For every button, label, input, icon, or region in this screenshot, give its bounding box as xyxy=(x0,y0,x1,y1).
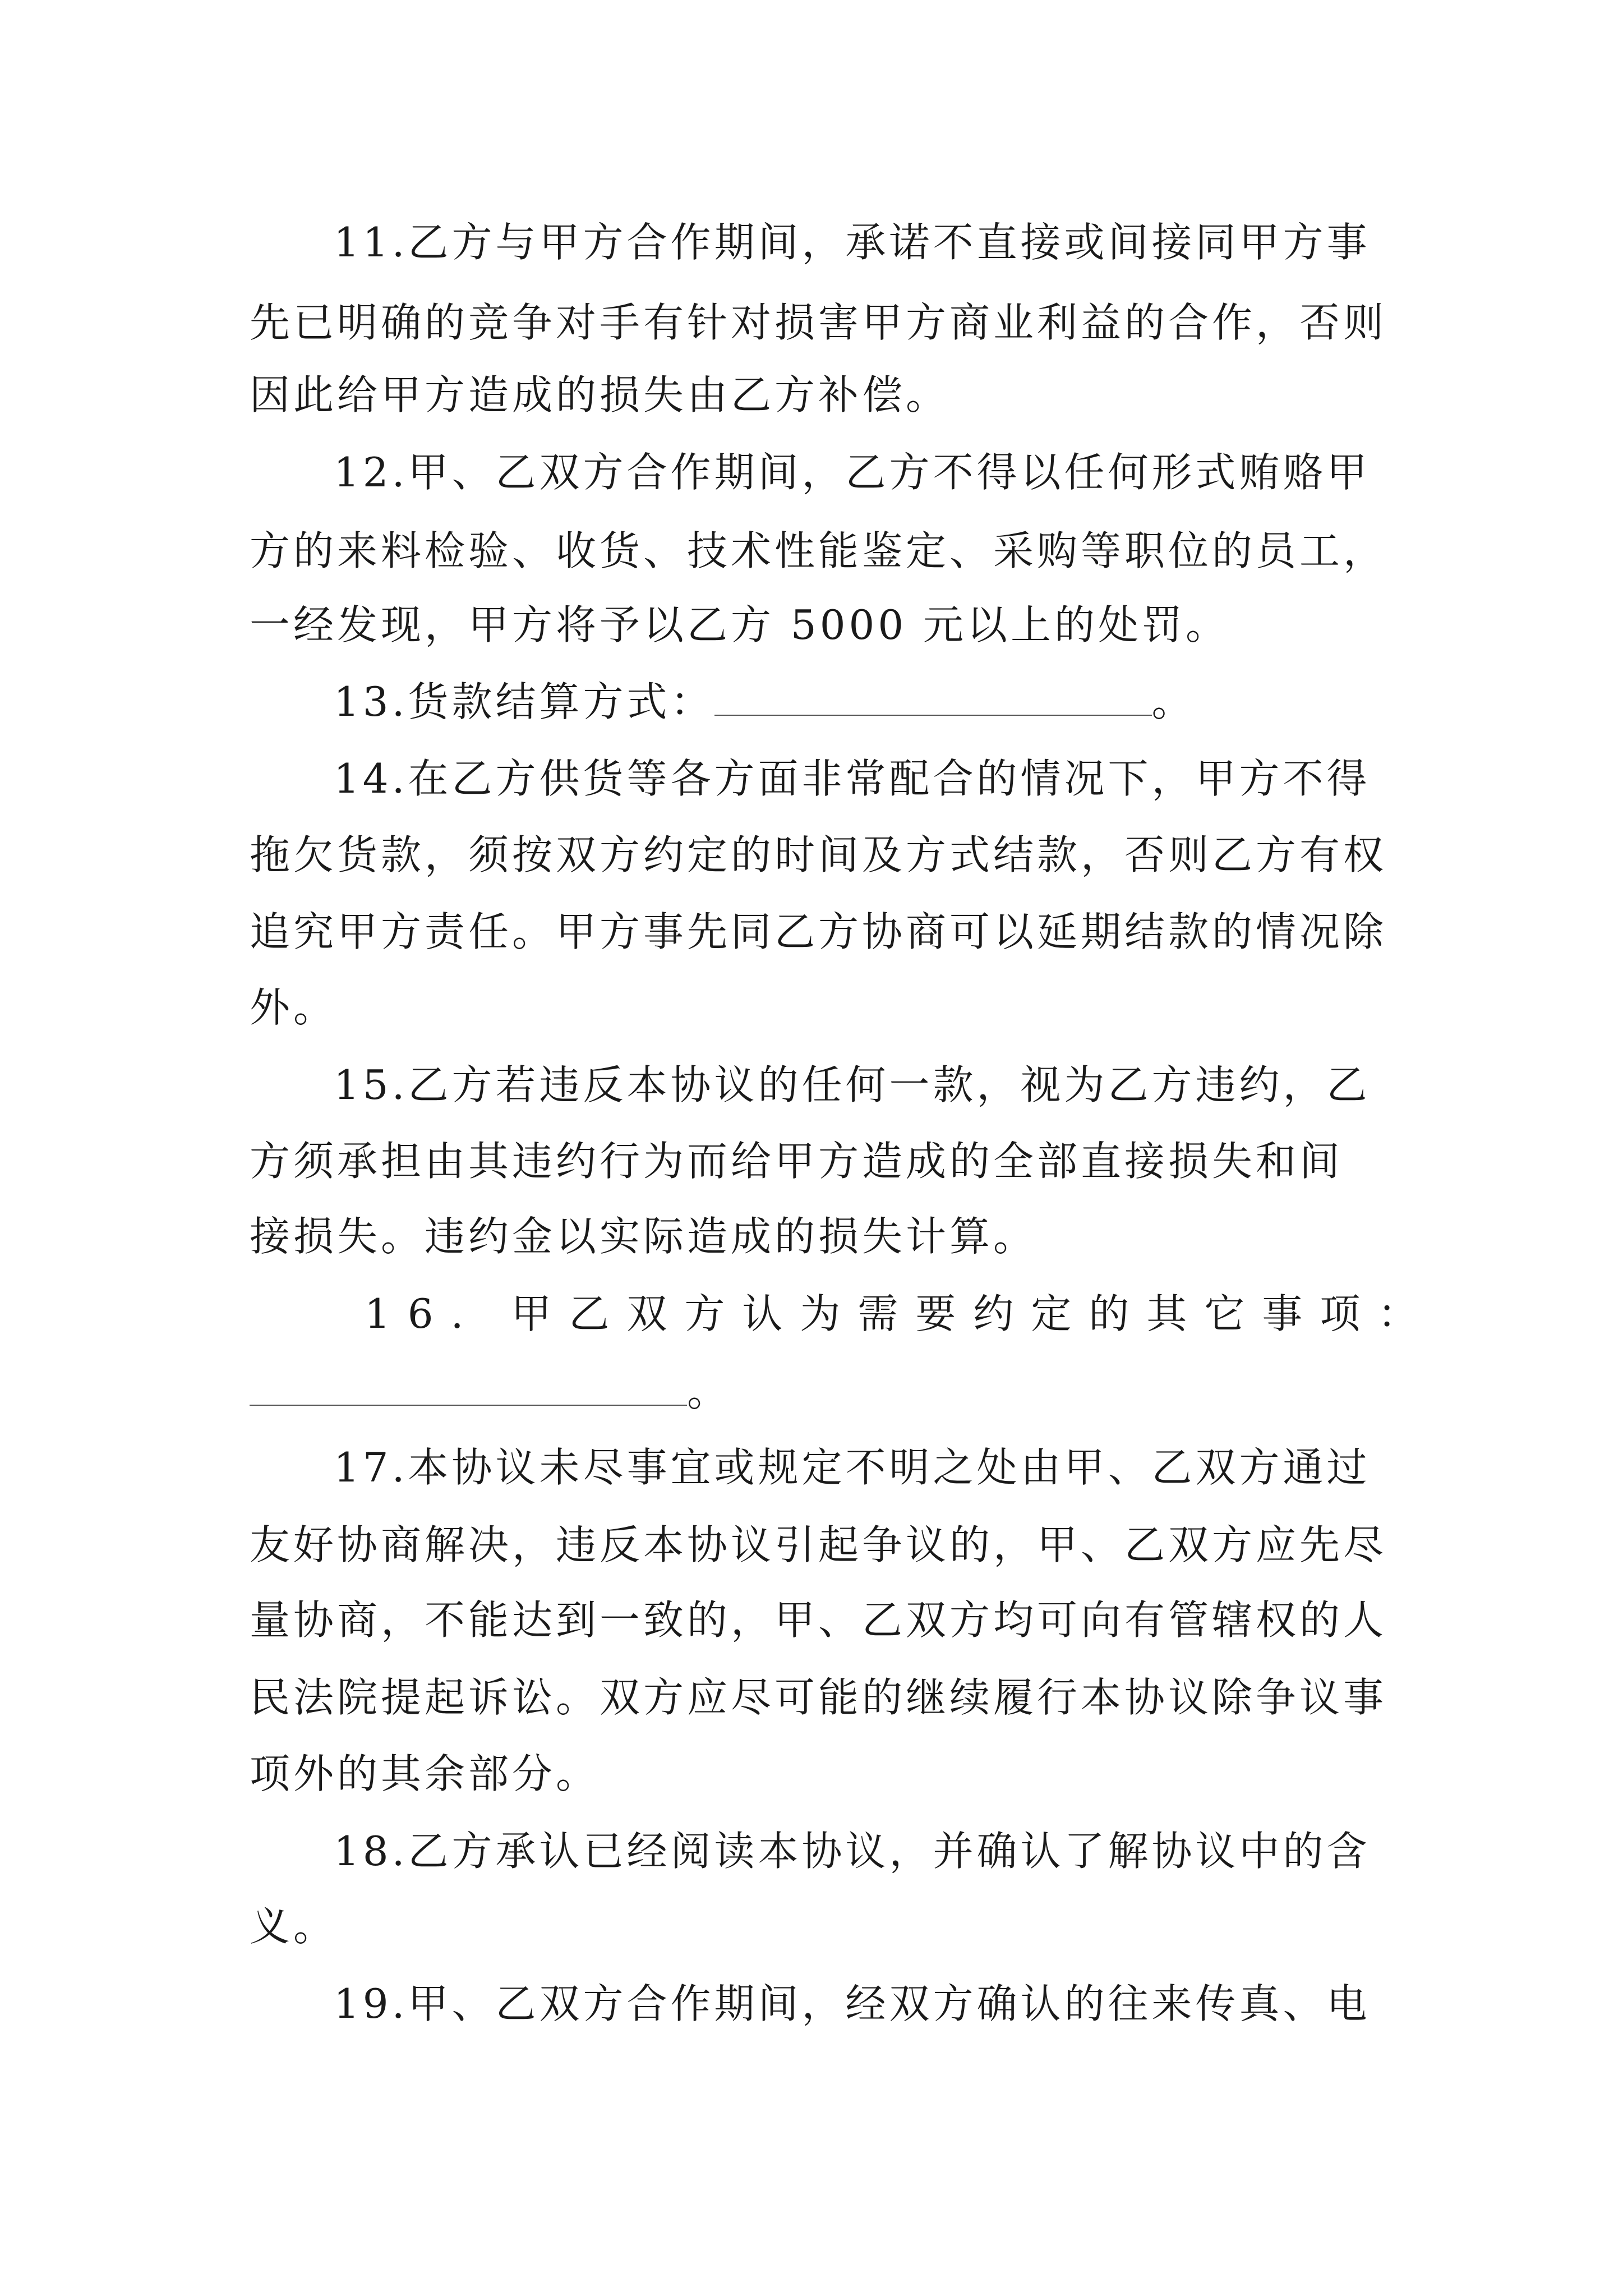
clause-14-line-1: 14.在乙方供货等各方面非常配合的情况下，甲方不得 xyxy=(334,755,1371,802)
clause-17-line-4: 民法院提起诉讼。双方应尽可能的继续履行本协议除争议事 xyxy=(250,1674,1387,1721)
clause-12-line-3: 一经发现，甲方将予以乙方 5000 元以上的处罚。 xyxy=(250,601,1230,648)
clause-16-blank-line xyxy=(250,1368,731,1415)
clause-13 xyxy=(334,678,1196,725)
clause-14-line-2: 拖欠货款，须按双方约定的时间及方式结款，否则乙方有权 xyxy=(250,831,1387,878)
clause-17-line-1: 17.本协议未尽事宜或规定不明之处由甲、乙双方通过 xyxy=(334,1444,1371,1491)
clause-15-line-1: 15.乙方若违反本协议的任何一款，视为乙方违约，乙 xyxy=(334,1061,1371,1108)
clause-12-line-2: 方的来料检验、收货、技术性能鉴定、采购等职位的员工， xyxy=(250,527,1387,574)
clause-12-line-1: 12.甲、乙双方合作期间，乙方不得以任何形式贿赂甲 xyxy=(334,449,1371,496)
clause-13-label: 13.货款结算方式： xyxy=(334,678,714,725)
clause-18-line-2: 义。 xyxy=(250,1903,338,1950)
clause-13-end: 。 xyxy=(1151,678,1196,725)
clause-11-line-2: 先已明确的竞争对手有针对损害甲方商业利益的合作，否则 xyxy=(250,299,1387,346)
payment-method-blank xyxy=(714,681,1152,716)
clause-17-line-2: 友好协商解决，违反本协议引起争议的，甲、乙双方应先尽 xyxy=(250,1521,1387,1568)
clause-11-line-3: 因此给甲方造成的损失由乙方补偿。 xyxy=(250,371,950,418)
clause-17-line-3: 量协商，不能达到一致的，甲、乙双方均可向有管辖权的人 xyxy=(250,1596,1387,1644)
clause-14-line-4: 外。 xyxy=(250,984,338,1031)
clause-11-line-1: 11.乙方与甲方合作期间，承诺不直接或间接同甲方事 xyxy=(334,219,1371,266)
clause-15-line-2: 方须承担由其违约行为而给甲方造成的全部直接损失和间 xyxy=(250,1138,1344,1185)
clause-18-line-1: 18.乙方承认已经阅读本协议，并确认了解协议中的含 xyxy=(334,1828,1371,1875)
clause-15-line-3: 接损失。违约金以实际造成的损失计算。 xyxy=(250,1213,1038,1260)
clause-16-end: 。 xyxy=(687,1368,731,1415)
clause-16-label: 16. 甲乙双方认为需要约定的其它事项： xyxy=(365,1290,1436,1337)
clause-19-line-1: 19.甲、乙双方合作期间，经双方确认的往来传真、电 xyxy=(334,1980,1371,2027)
other-matters-blank xyxy=(250,1371,687,1406)
clause-17-line-5: 项外的其余部分。 xyxy=(250,1750,600,1797)
clause-14-line-3: 追究甲方责任。甲方事先同乙方协商可以延期结款的情况除 xyxy=(250,908,1387,955)
